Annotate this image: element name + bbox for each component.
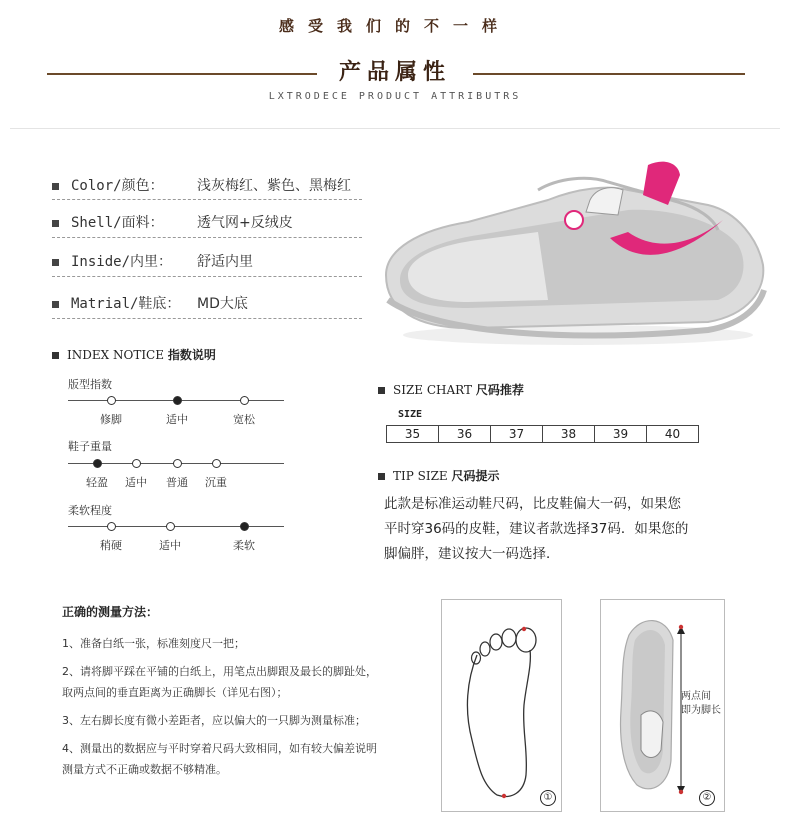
scale-dot xyxy=(173,459,182,468)
attribute-value: 浅灰梅红、紫色、黑梅红 xyxy=(197,178,351,194)
figure-number: ① xyxy=(540,790,556,806)
measure-note xyxy=(681,690,721,718)
size-chart-heading xyxy=(378,381,524,398)
scale-option: 适中 xyxy=(166,413,188,426)
title-rule-left xyxy=(47,73,317,75)
header-divider xyxy=(10,128,780,129)
scale-label: 柔软程度 xyxy=(68,504,112,517)
size-cell: 35 xyxy=(387,426,439,443)
scale-option: 宽松 xyxy=(233,413,255,426)
table-row xyxy=(387,426,699,443)
attribute-color xyxy=(52,175,351,195)
scale-option: 修脚 xyxy=(100,413,122,426)
bullet-square-icon xyxy=(52,259,59,266)
foot-outline-figure xyxy=(441,599,562,812)
scale-dot xyxy=(166,522,175,531)
attribute-label: Matrial/鞋底： xyxy=(71,296,181,312)
scale-line xyxy=(68,526,284,527)
measure-step: 4、测量出的数据应与平时穿着尺码大致相同，如有较大偏差说明 xyxy=(62,742,377,755)
measure-step: 1、准备白纸一张，标准刻度尺一把； xyxy=(62,637,245,650)
measure-title: 正确的测量方法： xyxy=(62,605,159,619)
attribute-value: 舒适内里 xyxy=(197,254,253,270)
size-table xyxy=(386,425,699,443)
attribute-divider xyxy=(52,199,362,200)
bullet-square-icon xyxy=(378,387,385,394)
scale-dot xyxy=(212,459,221,468)
scale-option: 适中 xyxy=(159,539,181,552)
measure-step: 3、左右脚长度有微小差距者，应以偏大的一只脚为测量标准； xyxy=(62,714,366,727)
size-cell: 39 xyxy=(595,426,647,443)
index-notice-heading xyxy=(52,346,216,363)
attribute-label: Shell/面料： xyxy=(71,215,164,231)
bullet-square-icon xyxy=(52,183,59,190)
bullet-square-icon xyxy=(52,352,59,359)
scale-dot xyxy=(107,522,116,531)
measure-step: 取两点间的垂直距离为正确脚长（详见右图）； xyxy=(62,686,288,699)
size-label: SIZE xyxy=(398,409,423,420)
size-cell: 36 xyxy=(439,426,491,443)
size-chart-title-zh: 尺码推荐 xyxy=(475,383,524,397)
measure-step: 2、请将脚平踩在平铺的白纸上，用笔点出脚跟及最长的脚趾处， xyxy=(62,665,377,678)
product-shoe-image xyxy=(378,150,770,350)
tip-size-title-en: TIP SIZE xyxy=(393,469,448,483)
tip-size-text xyxy=(384,492,724,567)
scale-label: 版型指数 xyxy=(68,378,112,391)
size-cell: 40 xyxy=(647,426,699,443)
scale-label: 鞋子重量 xyxy=(68,440,112,453)
attribute-inside xyxy=(52,251,253,271)
scale-dot-selected xyxy=(240,522,249,531)
bullet-square-icon xyxy=(52,301,59,308)
index-notice-title-zh: 指数说明 xyxy=(167,348,216,362)
scale-option: 普通 xyxy=(166,476,188,489)
attribute-shell xyxy=(52,212,293,232)
attribute-label: Inside/内里： xyxy=(71,254,173,270)
measure-note-line: 即为脚长 xyxy=(681,705,721,716)
attribute-divider xyxy=(52,318,362,319)
scale-dot xyxy=(240,396,249,405)
index-notice-title-en: INDEX NOTICE xyxy=(67,348,165,362)
scale-option: 适中 xyxy=(125,476,147,489)
size-cell: 37 xyxy=(491,426,543,443)
size-cell: 38 xyxy=(543,426,595,443)
attribute-sole xyxy=(52,293,248,313)
title-rule-right xyxy=(473,73,745,75)
page-title: 产品属性 xyxy=(338,60,451,85)
scale-option: 柔软 xyxy=(233,539,255,552)
bullet-square-icon xyxy=(378,473,385,480)
scale-option: 轻盈 xyxy=(86,476,108,489)
scale-dot xyxy=(132,459,141,468)
measure-note-line: 两点间 xyxy=(681,691,711,702)
figure-number: ② xyxy=(699,790,715,806)
tip-line: 平时穿36码的皮鞋，建议者款选择37码．如果您的 xyxy=(384,521,689,537)
attribute-divider xyxy=(52,237,362,238)
attribute-divider xyxy=(52,276,362,277)
header-tagline: 感受我们的不一样 xyxy=(278,17,511,35)
bullet-square-icon xyxy=(52,220,59,227)
measure-step: 测量方式不正确或数据不够精准。 xyxy=(62,763,227,776)
scale-dot-selected xyxy=(93,459,102,468)
tip-line: 此款是标准运动鞋尺码，比皮鞋偏大一码，如果您 xyxy=(384,496,681,512)
foot-outline-icon xyxy=(442,600,561,811)
tip-size-title-zh: 尺码提示 xyxy=(451,469,500,483)
scale-option: 沉重 xyxy=(205,476,227,489)
scale-dot-selected xyxy=(173,396,182,405)
scale-option: 稍硬 xyxy=(100,539,122,552)
page-subtitle: LXTRODECE PRODUCT ATTRIBUTRS xyxy=(268,91,522,102)
tip-line: 脚偏胖，建议按大一码选择． xyxy=(384,546,560,562)
attribute-value: MD大底 xyxy=(197,296,248,312)
size-chart-title-en: SIZE CHART xyxy=(393,383,473,397)
tip-size-heading xyxy=(378,467,500,484)
attribute-value: 透气网+反绒皮 xyxy=(197,215,293,231)
attribute-label: Color/颜色： xyxy=(71,178,164,194)
shoe-measure-figure xyxy=(600,599,725,812)
scale-dot xyxy=(107,396,116,405)
